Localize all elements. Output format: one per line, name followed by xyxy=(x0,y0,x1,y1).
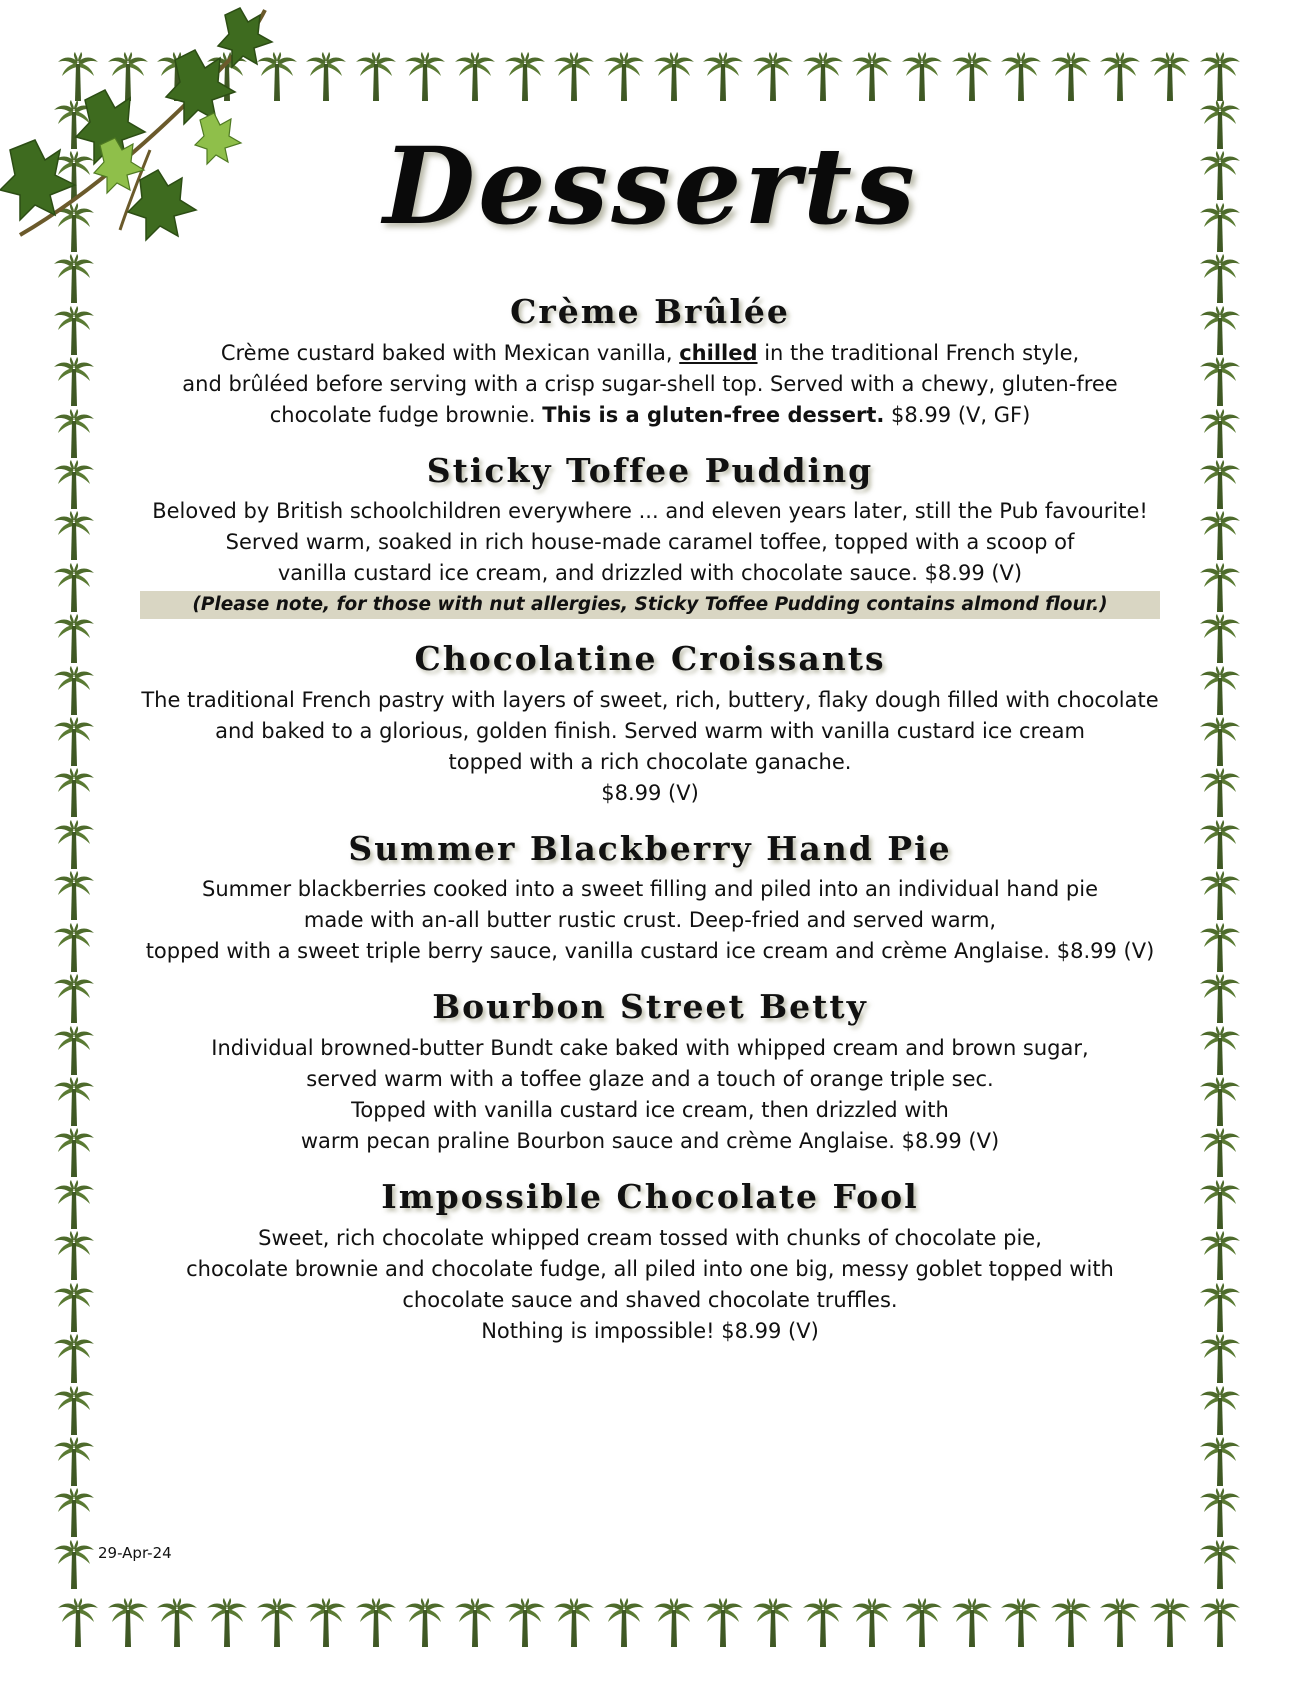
palm-tree-icon xyxy=(751,1598,795,1648)
palm-tree-icon xyxy=(52,717,96,767)
palm-tree-icon xyxy=(106,1598,150,1648)
palm-tree-icon xyxy=(1049,1598,1093,1648)
palm-tree-icon xyxy=(701,1598,745,1648)
desc-text: warm pecan praline Bourbon sauce and crème Anglaise. $8.99 (V) xyxy=(300,1128,1000,1153)
item-name: Bourbon Street Betty xyxy=(432,987,868,1027)
desc-text: Beloved by British schoolchildren everywhere ... and eleven years later, still the Pub favourite! xyxy=(152,499,1148,524)
palm-tree-icon xyxy=(1198,357,1242,407)
palm-tree-icon xyxy=(1198,460,1242,510)
item-description xyxy=(140,1223,1160,1347)
palm-tree-icon xyxy=(1198,409,1242,459)
palm-tree-icon xyxy=(354,1598,398,1648)
palm-tree-icon xyxy=(52,460,96,510)
item-description xyxy=(140,496,1160,589)
palm-tree-icon xyxy=(652,1598,696,1648)
palm-tree-icon xyxy=(52,1386,96,1436)
palm-tree-icon xyxy=(52,1488,96,1538)
palm-tree-icon xyxy=(652,52,696,102)
palm-tree-icon xyxy=(900,52,944,102)
menu-item xyxy=(140,639,1160,809)
desc-text: Individual browned-butter Bundt cake baked with whipped cream and brown sugar, xyxy=(211,1035,1089,1060)
palm-tree-icon xyxy=(52,1437,96,1487)
desc-emphasis: chilled xyxy=(679,340,758,365)
palm-tree-icon xyxy=(850,1598,894,1648)
desc-text: chocolate fudge brownie. xyxy=(269,402,543,427)
palm-tree-icon xyxy=(52,1231,96,1281)
palm-tree-icon xyxy=(1198,1540,1242,1590)
palm-tree-icon xyxy=(52,871,96,921)
item-name: Chocolatine Croissants xyxy=(414,639,886,679)
palm-tree-icon xyxy=(1198,666,1242,716)
palm-tree-icon xyxy=(900,1598,944,1648)
palm-tree-icon xyxy=(1198,1334,1242,1384)
item-description xyxy=(140,874,1160,967)
menu-item xyxy=(140,451,1160,620)
palm-tree-icon xyxy=(999,1598,1043,1648)
menu-item xyxy=(140,292,1160,431)
palm-tree-icon xyxy=(1198,1283,1242,1333)
palm-tree-icon xyxy=(52,563,96,613)
desc-text: chocolate sauce and shaved chocolate truffles. xyxy=(402,1287,898,1312)
palm-tree-icon xyxy=(52,254,96,304)
palm-tree-icon xyxy=(1198,511,1242,561)
desc-text: Served warm, soaked in rich house-made caramel toffee, topped with a scoop of xyxy=(225,530,1075,555)
desc-text: and brûléed before serving with a crisp sugar-shell top. Served with a chewy, gluten-free xyxy=(182,371,1118,396)
palm-tree-icon xyxy=(552,1598,596,1648)
palm-tree-icon xyxy=(52,1128,96,1178)
desc-text: Nothing is impossible! $8.99 (V) xyxy=(481,1318,819,1343)
item-description xyxy=(140,1033,1160,1157)
palm-tree-icon xyxy=(1198,1386,1242,1436)
desc-text: vanilla custard ice cream, and drizzled with chocolate sauce. $8.99 (V) xyxy=(277,561,1023,586)
palm-tree-icon xyxy=(52,974,96,1024)
right-palm-border xyxy=(1198,100,1248,1590)
palm-tree-icon xyxy=(52,923,96,973)
palm-tree-icon xyxy=(52,1026,96,1076)
palm-tree-icon xyxy=(1198,52,1242,102)
palm-tree-icon xyxy=(453,52,497,102)
desc-text: The traditional French pastry with layers of sweet, rich, buttery, flaky dough filled with chocolate xyxy=(141,687,1159,712)
palm-tree-icon xyxy=(701,52,745,102)
desc-text: served warm with a toffee glaze and a touch of orange triple sec. xyxy=(306,1066,994,1091)
palm-tree-icon xyxy=(1198,717,1242,767)
palm-tree-icon xyxy=(1198,871,1242,921)
menu-item xyxy=(140,1177,1160,1347)
palm-tree-icon xyxy=(1198,1231,1242,1281)
palm-tree-icon xyxy=(52,768,96,818)
page-title: Desserts xyxy=(383,123,918,248)
palm-tree-icon xyxy=(403,1598,447,1648)
palm-tree-icon xyxy=(1198,923,1242,973)
palm-tree-icon xyxy=(503,1598,547,1648)
menu-date: 29-Apr-24 xyxy=(98,1544,172,1562)
item-price: $8.99 (V, GF) xyxy=(884,402,1031,427)
desc-text: Summer blackberries cooked into a sweet filling and piled into an individual hand pie xyxy=(201,877,1098,902)
palm-tree-icon xyxy=(453,1598,497,1648)
palm-tree-icon xyxy=(52,511,96,561)
palm-tree-icon xyxy=(1148,52,1192,102)
palm-tree-icon xyxy=(304,52,348,102)
dessert-menu xyxy=(140,292,1160,1367)
palm-tree-icon xyxy=(52,614,96,664)
palm-tree-icon xyxy=(1198,820,1242,870)
palm-tree-icon xyxy=(52,666,96,716)
palm-tree-icon xyxy=(602,52,646,102)
palm-tree-icon xyxy=(1198,1180,1242,1230)
palm-tree-icon xyxy=(1198,563,1242,613)
palm-tree-icon xyxy=(52,1283,96,1333)
desc-text: topped with a sweet triple berry sauce, vanilla custard ice cream and crème Anglaise. $8.99 (V) xyxy=(145,939,1155,964)
desc-text: made with an-all butter rustic crust. Deep-fried and served warm, xyxy=(303,908,997,933)
palm-tree-icon xyxy=(1198,1437,1242,1487)
palm-tree-icon xyxy=(1198,768,1242,818)
palm-tree-icon xyxy=(354,52,398,102)
palm-tree-icon xyxy=(1198,306,1242,356)
desc-text: and baked to a glorious, golden finish. Served warm with vanilla custard ice cream xyxy=(215,718,1085,743)
menu-item xyxy=(140,829,1160,968)
palm-tree-icon xyxy=(52,1077,96,1127)
item-name: Impossible Chocolate Fool xyxy=(381,1176,919,1216)
palm-tree-icon xyxy=(552,52,596,102)
desc-text: Sweet, rich chocolate whipped cream tossed with chunks of chocolate pie, xyxy=(258,1225,1042,1250)
palm-tree-icon xyxy=(1198,254,1242,304)
palm-tree-icon xyxy=(52,357,96,407)
palm-tree-icon xyxy=(1098,52,1142,102)
menu-item xyxy=(140,987,1160,1157)
desc-text: topped with a rich chocolate ganache. xyxy=(448,749,852,774)
palm-tree-icon xyxy=(1198,1026,1242,1076)
palm-tree-icon xyxy=(52,1180,96,1230)
palm-tree-icon xyxy=(602,1598,646,1648)
palm-tree-icon xyxy=(403,52,447,102)
palm-tree-icon xyxy=(52,306,96,356)
desc-text: in the traditional French style, xyxy=(757,340,1080,365)
allergy-note: (Please note, for those with nut allergies, Sticky Toffee Pudding contains almond flour.) xyxy=(140,591,1160,619)
item-name: Crème Brûlée xyxy=(510,292,790,331)
desc-text: chocolate brownie and chocolate fudge, all piled into one big, messy goblet topped with xyxy=(186,1256,1114,1281)
palm-tree-icon xyxy=(801,52,845,102)
item-description xyxy=(140,685,1160,809)
palm-tree-icon xyxy=(1198,974,1242,1024)
palm-tree-icon xyxy=(950,52,994,102)
item-name: Sticky Toffee Pudding xyxy=(426,450,874,490)
palm-tree-icon xyxy=(999,52,1043,102)
palm-tree-icon xyxy=(255,1598,299,1648)
item-name: Summer Blackberry Hand Pie xyxy=(348,828,952,868)
palm-tree-icon xyxy=(503,52,547,102)
desc-text: Topped with vanilla custard ice cream, then drizzled with xyxy=(351,1097,949,1122)
palm-tree-icon xyxy=(1198,1598,1242,1648)
palm-tree-icon xyxy=(52,1540,96,1590)
palm-tree-icon xyxy=(1198,1077,1242,1127)
palm-tree-icon xyxy=(52,820,96,870)
palm-tree-icon xyxy=(850,52,894,102)
item-price: $8.99 (V) xyxy=(601,780,699,805)
palm-tree-icon xyxy=(950,1598,994,1648)
palm-tree-icon xyxy=(52,409,96,459)
palm-tree-icon xyxy=(1198,614,1242,664)
palm-tree-icon xyxy=(1198,1128,1242,1178)
palm-tree-icon xyxy=(52,1334,96,1384)
palm-tree-icon xyxy=(304,1598,348,1648)
gluten-free-note: This is a gluten-free dessert. xyxy=(542,402,885,427)
palm-tree-icon xyxy=(205,1598,249,1648)
desc-text: Crème custard baked with Mexican vanilla, xyxy=(220,340,680,365)
palm-tree-icon xyxy=(1098,1598,1142,1648)
palm-tree-icon xyxy=(1148,1598,1192,1648)
bottom-palm-border xyxy=(56,1598,1242,1652)
palm-tree-icon xyxy=(56,1598,100,1648)
palm-tree-icon xyxy=(751,52,795,102)
palm-tree-icon xyxy=(155,1598,199,1648)
palm-tree-icon xyxy=(1198,1488,1242,1538)
left-palm-border xyxy=(52,100,102,1590)
palm-tree-icon xyxy=(1049,52,1093,102)
item-description xyxy=(140,338,1160,431)
palm-tree-icon xyxy=(801,1598,845,1648)
